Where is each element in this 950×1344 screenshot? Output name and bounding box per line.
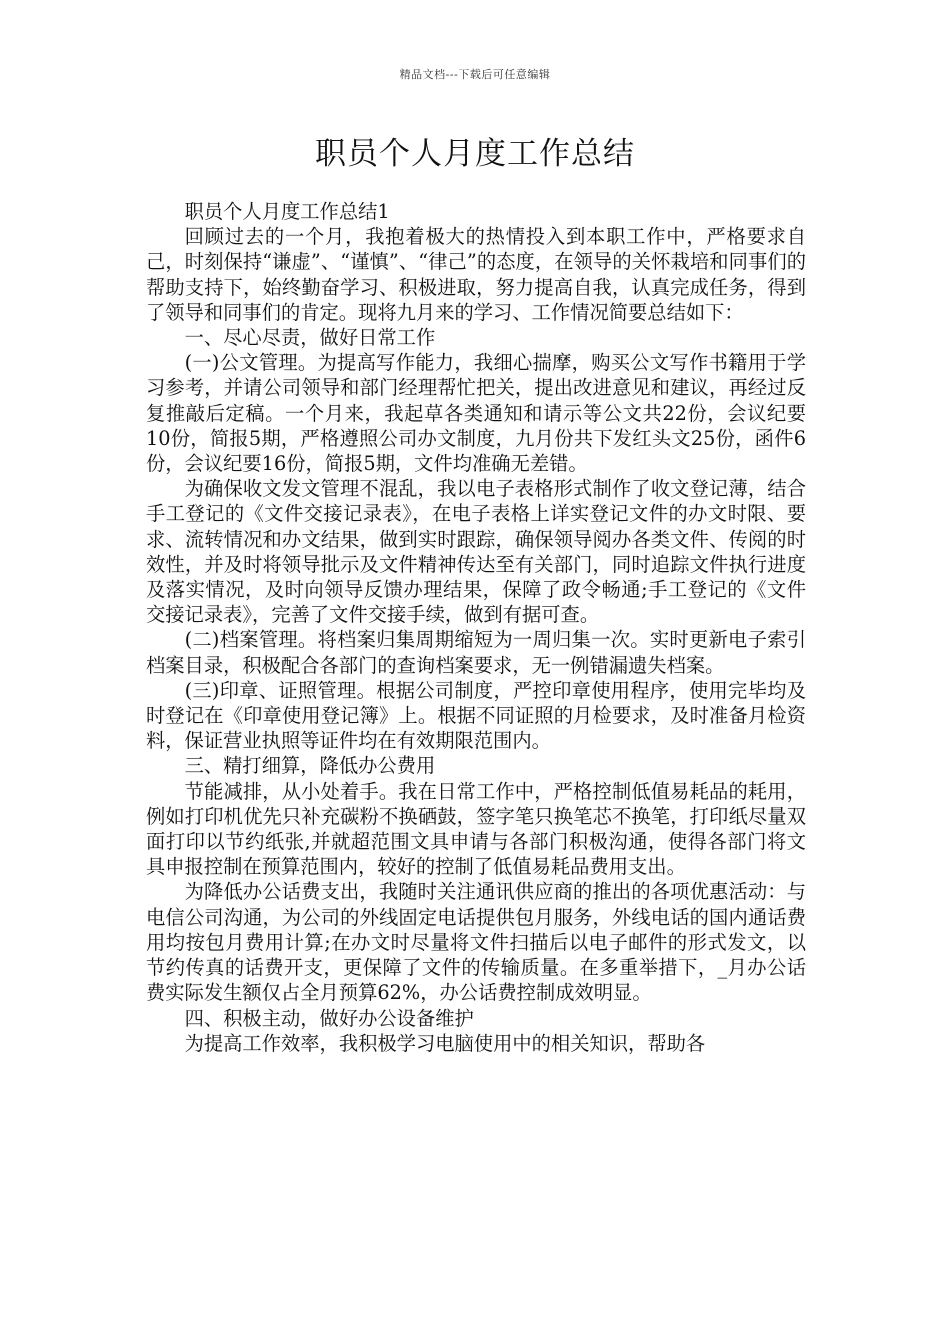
paragraph-intro: 回顾过去的一个月，我抱着极大的热情投入到本职工作中，严格要求自己，时刻保持“谦虚”、“谨慎”、“律己”的态度，在领导的关怀栽培和同事们的帮助支持下，始终勤奋学习、积极进取，努力提高自我，认真完成任务，得到了领导和同事们的肯定。现将九月来的学习、工作情况简要总结如下： bbox=[146, 225, 806, 324]
paragraph-archive-management: (二)档案管理。将档案归集周期缩短为一周归集一次。实时更新电子索引档案目录，积极配合各部门的查询档案要求，无一例错漏遗失档案。 bbox=[146, 628, 806, 677]
paragraph-equipment-maintenance: 为提高工作效率，我积极学习电脑使用中的相关知识，帮助各 bbox=[184, 1031, 706, 1055]
document-body bbox=[146, 199, 806, 1056]
paragraph-phone-costs: 为降低办公话费支出，我随时关注通讯供应商的推出的各项优惠活动：与电信公司沟通，为公司的外线固定电话提供包月服务，外线电话的国内通话费用均按包月费用计算;在办文时尽量将文件扫描后以电子邮件的形式发文，以节约传真的话费开支，更保障了文件的传输质量。在多重举措下，_月办公话费实际发生额仅占全月预算62%，办公话费控制成效明显。 bbox=[146, 880, 806, 1005]
section-heading-1: 一、尽心尽责，做好日常工作 bbox=[184, 326, 436, 350]
paragraph-document-management: (一)公文管理。为提高写作能力，我细心揣摩，购买公文写作书籍用于学习参考，并请公司领导和部门经理帮忙把关，提出改进意见和建议，再经过反复推敲后定稿。一个月来，我起草各类通知和请示等公文共22份，会议纪要10份，简报5期，严格遵照公司办文制度，九月份共下发红头文25份，函件6份，会议纪要16份，简报5期，文件均准确无差错。 bbox=[146, 351, 806, 476]
section-heading-4: 四、积极主动，做好办公设备维护 bbox=[184, 1006, 474, 1030]
paragraph-energy-saving: 节能减排，从小处着手。我在日常工作中，严格控制低值易耗品的耗用，例如打印机优先只补充碳粉不换硒鼓，签字笔只换笔芯不换笔，打印纸尽量双面打印以节约纸张,并就超范围文具申请与各部门积极沟通，使得各部门将文具申报控制在预算范围内，较好的控制了低值易耗品费用支出。 bbox=[146, 779, 806, 879]
section-subtitle: 职员个人月度工作总结1 bbox=[184, 200, 390, 223]
paragraph-seal-license-management: (三)印章、证照管理。根据公司制度，严控印章使用程序，使用完毕均及时登记在《印章使用登记簿》上。根据不同证照的月检要求，及时准备月检资料，保证营业执照等证件均在有效期限范围内。 bbox=[146, 678, 806, 753]
paragraph-incoming-outgoing-docs: 为确保收文发文管理不混乱，我以电子表格形式制作了收文登记薄，结合手工登记的《文件交接记录表》，在电子表格上详实登记文件的办文时限、要求、流转情况和办文结果，做到实时跟踪，确保领导阅办各类文件、传阅的时效性，并及时将领导批示及文件精神传达至有关部门，同时追踪文件执行进度及落实情况，及时向领导反馈办理结果，保障了政令畅通;手工登记的《文件交接记录表》，完善了文件交接手续，做到有据可查。 bbox=[146, 477, 806, 627]
section-heading-3: 三、精打细算，降低办公费用 bbox=[184, 754, 436, 778]
document-title: 职员个人月度工作总结 bbox=[315, 136, 635, 172]
page-header-note: 精品文档---下载后可任意编辑 bbox=[399, 68, 551, 81]
